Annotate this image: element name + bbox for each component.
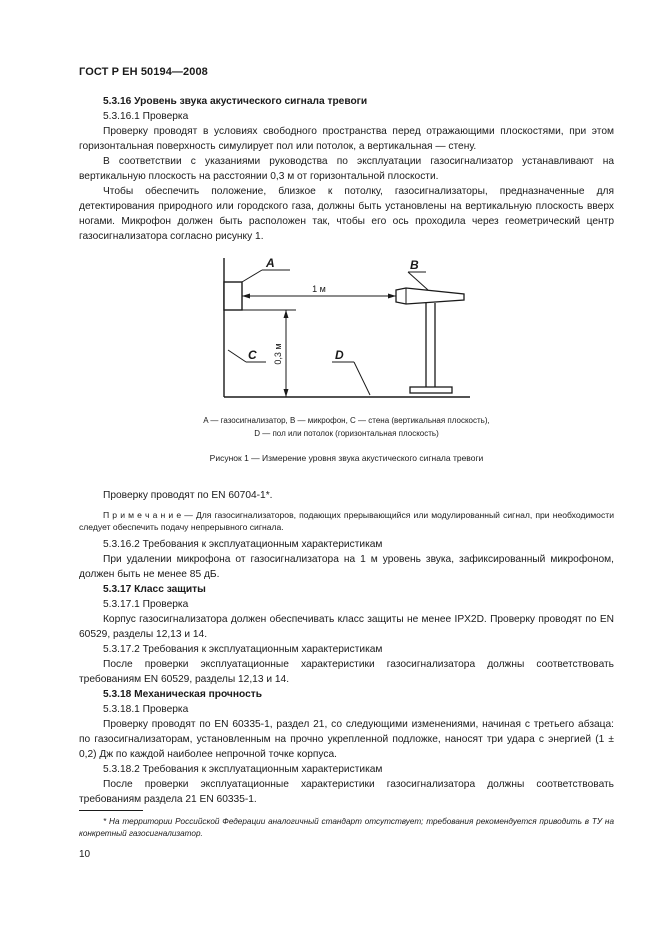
subsection-heading: 5.3.18.2 Требования к эксплуатационным характеристикам	[103, 764, 383, 775]
figure-1-diagram	[200, 250, 520, 400]
leader-line-a	[242, 270, 262, 282]
leader-line-c	[228, 350, 246, 362]
section-heading	[79, 94, 614, 109]
arrow-right-icon	[388, 294, 396, 299]
label-c: C	[248, 348, 257, 362]
figure-caption-line-2: D — пол или потолок (горизонтальная плоскость)	[254, 429, 439, 438]
paragraph: Проверку проводят по EN 60704-1*.	[103, 490, 273, 501]
leader-line-b	[408, 272, 428, 290]
document-header: ГОСТ Р ЕН 50194—2008	[79, 66, 208, 78]
note-text: Для газосигнализаторов, подающих прерывающийся или модулированный сигнал, при необходимости следует обеспечить подачу непрерывного сигнала.	[79, 510, 614, 532]
section-heading	[79, 687, 614, 702]
document-body-continued	[79, 488, 614, 807]
subsection-heading: 5.3.18.1 Проверка	[103, 704, 189, 715]
note	[79, 509, 614, 533]
distance-label-horizontal: 1 м	[312, 284, 326, 294]
gas-detector-box	[224, 282, 242, 310]
section-title: Класс защиты	[134, 584, 206, 595]
subsection-heading: 5.3.16.2 Требования к эксплуатационным характеристикам	[103, 539, 383, 550]
section-title: Механическая прочность	[134, 689, 263, 700]
figure-title: Рисунок 1 — Измерение уровня звука акустического сигнала тревоги	[209, 453, 484, 463]
section-5-3-16	[79, 94, 614, 244]
label-d: D	[335, 348, 344, 362]
figure-caption-line-1: A — газосигнализатор, B — микрофон, C — стена (вертикальная плоскость),	[203, 416, 490, 425]
distance-label-vertical: 0,3 м	[273, 343, 283, 365]
leader-line-d	[354, 362, 370, 395]
page-number: 10	[79, 849, 91, 860]
paragraph: При удалении микрофона от газосигнализатора на 1 м уровень звука, зафиксированный микрофоном, должен быть не менее 85 дБ.	[79, 554, 614, 580]
arrow-left-icon	[242, 294, 250, 299]
section-title: Уровень звука акустического сигнала тревоги	[134, 96, 368, 107]
subsection-heading: 5.3.16.1 Проверка	[103, 111, 189, 122]
paragraph: Проверку проводят в условиях свободного пространства перед отражающими плоскостями, при этом горизонтальная поверхность симулирует пол или потолок, а вертикальная — стену.	[79, 126, 614, 152]
footnote: * На территории Российской Федерации аналогичный стандарт отсутствует; требования рекомендуется приводить в ТУ на конкретный газосигнализатор.	[79, 817, 614, 838]
subsection-heading: 5.3.17.1 Проверка	[103, 599, 189, 610]
paragraph: После проверки эксплуатационные характеристики газосигнализатора должны соответствовать требованиям раздела 21 EN 60335-1.	[79, 779, 614, 805]
paragraph: После проверки эксплуатационные характеристики газосигнализатора должны соответствовать требованиям EN 60529, разделы 12,13 и 14.	[79, 659, 614, 685]
section-number: 5.3.18	[103, 689, 132, 700]
paragraph: Проверку проводят по EN 60335-1, раздел 21, со следующими изменениями, начиная с третьего абзаца: по газосигнализаторам, установленным на прочно укрепленной подложке, наносят три удара с энергией (1 ± 0,2) Дж по каждой наиболее непрочной точке корпуса.	[79, 719, 614, 760]
section-number: 5.3.17	[103, 584, 132, 595]
section-number: 5.3.16	[103, 96, 132, 107]
section-heading	[79, 582, 614, 597]
label-b: B	[410, 258, 419, 272]
label-a: A	[266, 256, 275, 270]
stand-base	[410, 387, 452, 393]
paragraph: В соответствии с указаниями руководства по эксплуатации газосигнализатор устанавливают на вертикальную плоскость на расстоянии 0,3 м от горизонтальной плоскости.	[79, 156, 614, 182]
footnote-separator	[79, 810, 143, 811]
arrow-down-icon	[284, 389, 289, 397]
note-label: П р и м е ч а н и е —	[103, 510, 196, 520]
paragraph: Корпус газосигнализатора должен обеспечивать класс защиты не менее IPX2D. Проверку проводят по EN 60529, разделы 12,13 и 14.	[79, 614, 614, 640]
paragraph: Чтобы обеспечить положение, близкое к потолку, газосигнализаторы, предназначенные для детектирования природного или городского газа, должны быть установлены на вертикальную плоскость вверх ногами. Микрофон должен быть расположен так, чтобы его ось проходила через геометрический центр газосигнализатора согласно рисунку 1.	[79, 186, 614, 242]
arrow-up-icon	[284, 310, 289, 318]
subsection-heading: 5.3.17.2 Требования к эксплуатационным характеристикам	[103, 644, 383, 655]
